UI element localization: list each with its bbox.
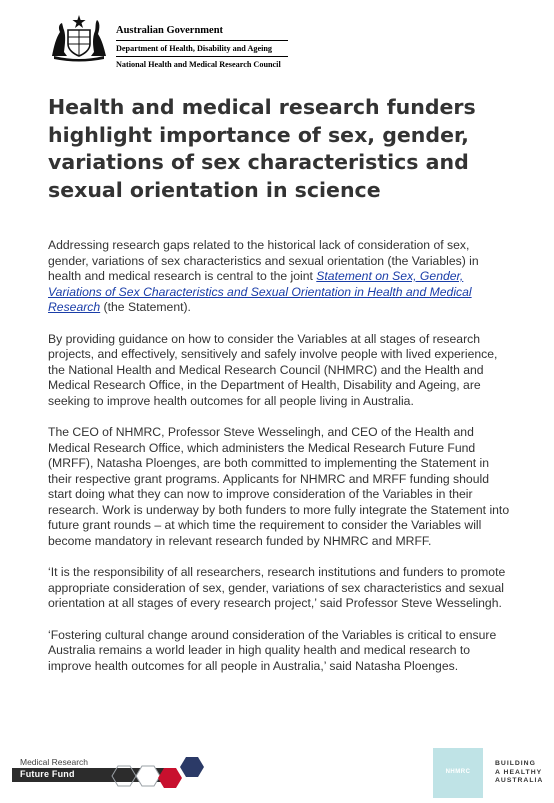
government-wordmark <box>116 24 288 70</box>
hexagon-cluster-icon <box>104 755 204 789</box>
divider <box>116 40 288 41</box>
department-name: Department of Health, Disability and Ageing <box>116 44 273 53</box>
building-healthy-australia-wordmark <box>495 760 543 786</box>
mrff-line-2: Future Fund <box>20 769 75 779</box>
paragraph-5: ‘Fostering cultural change around consideration of the Variables is critical to ensure Australia remains a world leader in high quality health and medical research to improve health outcomes for all people in Australia,’ said Natasha Ploenges. <box>48 627 497 673</box>
paragraph-1-tail: (the Statement). <box>100 300 191 314</box>
mrff-logo <box>12 755 202 789</box>
mrff-line-1: Medical Research <box>20 757 89 767</box>
article-body <box>48 238 510 690</box>
coat-of-arms-icon <box>48 12 110 62</box>
paragraph-4: ‘It is the responsibility of all researchers, research institutions and funders to promote appropriate consideration of sex, gender, variations of sex characteristics and sexual orientation at all stages of every research project,’ said Professor Steve Wesselingh. <box>48 565 506 610</box>
council-name: National Health and Medical Research Council <box>116 60 281 69</box>
bha-line-1: BUILDING <box>495 760 536 767</box>
paragraph-2: By providing guidance on how to consider the Variables at all stages of research projects, and effectively, sensitively and safely involve people with lived experience, the National Health and Medical Research Council (NHMRC) and the Health and Medical Research Office, in the Department of Health, Disability and Ageing, are seeking to improve health outcomes for all people living in Australia. <box>48 331 498 408</box>
bha-line-3: AUSTRALIA <box>495 777 544 784</box>
paragraph-1 <box>48 238 510 316</box>
bha-line-2: A HEALTHY <box>495 768 543 776</box>
paragraph-3: The CEO of NHMRC, Professor Steve Wesselingh, and CEO of the Health and Medical Research Office, which administers the Medical Research Future Fund (MRFF), Natasha Ploenges, are both committed to implementing the Statement in their respective grant programs. Applicants for NHMRC and MRFF funding should start doing what they can now to improve consideration of the Variables in their research. Work is underway by both funders to more fully integrate the Statement into future grant rounds – at which time the requirement to consider the Variables will become mandatory in relevant research funded by NHMRC and MRFF. <box>48 425 510 548</box>
statement-link[interactable]: Statement on Sex, Gender, Variations of Sex Characteristics and Sexual Orientation in Health and Medical Research <box>48 269 472 314</box>
page-title: Health and medical research funders highlight importance of sex, gender, variations of sex characteristics and sexual orientation in science <box>48 95 476 202</box>
nhmrc-tile-label: NHMRC <box>445 769 471 775</box>
government-header <box>48 12 288 68</box>
gov-title: Australian Government <box>116 25 224 36</box>
divider <box>116 56 288 57</box>
nhmrc-logo <box>433 748 543 798</box>
paragraph-1-lead: Addressing research gaps related to the historical lack of consideration of sex, gender, variations of sex characteristics and sexual orientation (the Variables) in health and medical research is central to the joint <box>48 238 479 283</box>
